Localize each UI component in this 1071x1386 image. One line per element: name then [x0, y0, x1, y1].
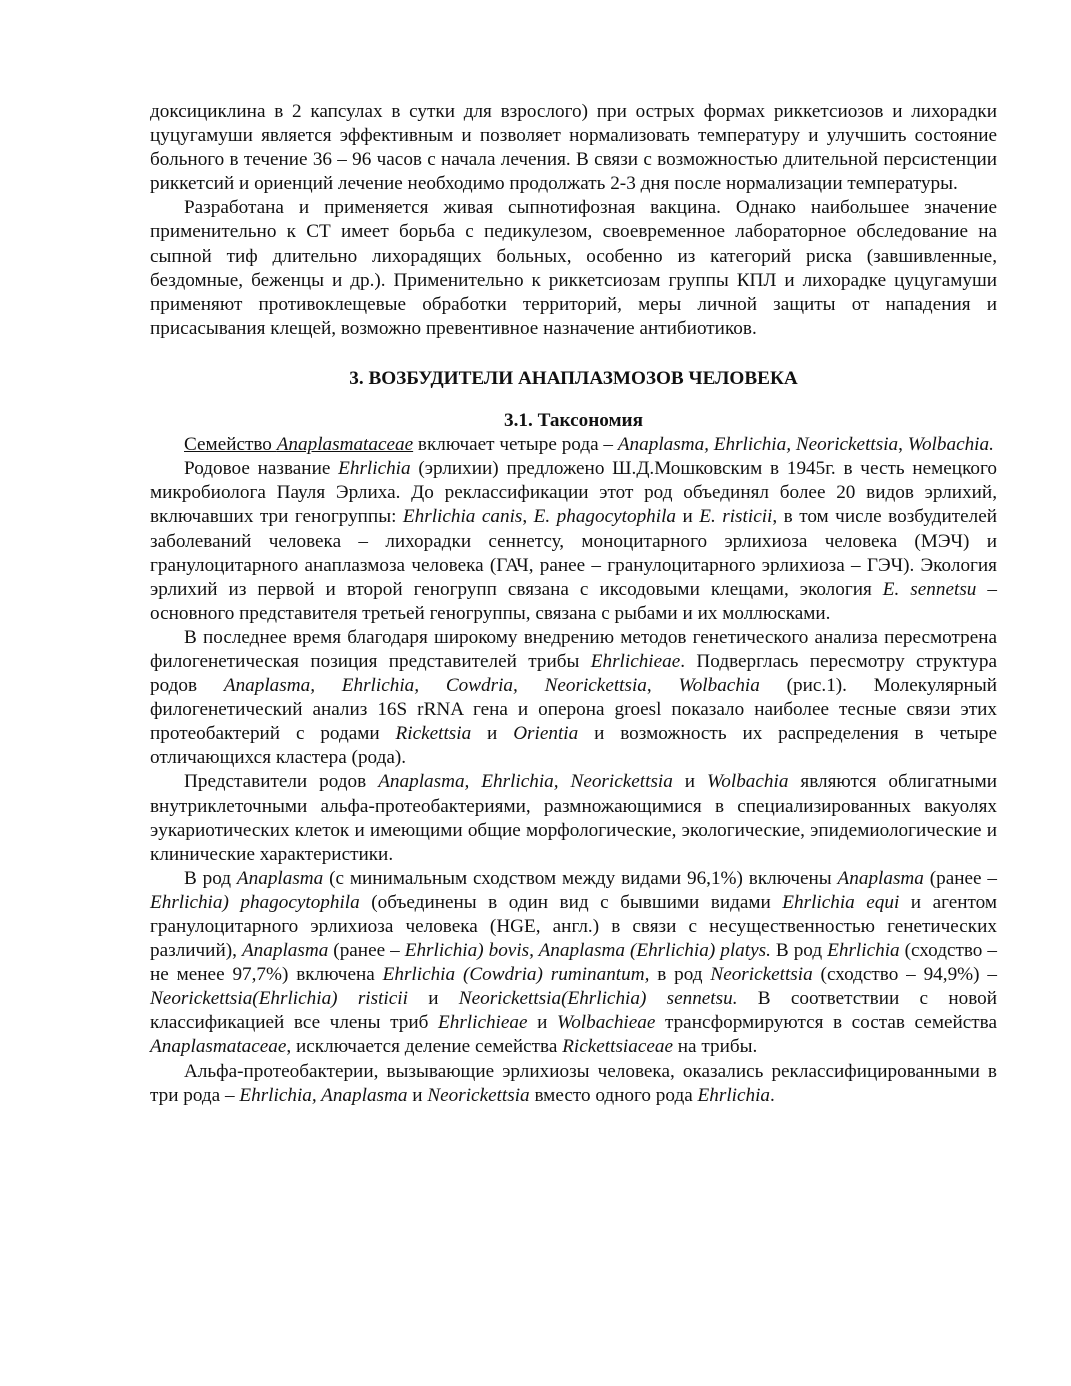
paragraph-alpha-proteobacteria: Альфа-протеобактерии, вызывающие эрлихиозы человека, оказались реклассифицированными в три рода – Ehrlichia, Anaplasma и Neorickettsia вместо одного рода Ehrlichia.: [150, 1060, 997, 1106]
paragraph-genus-name: Родовое название Ehrlichia (эрлихии) предложено Ш.Д.Мошковским в 1945г. в честь немецкого микробиолога Пауля Эрлиха. До реклассификации этот род объединял более 20 видов эрлихий, включавших три геногруппы: Ehrlichia canis, E. phagocytophila и E. risticii, в том числе возбудителей заболеваний человека – лихорадки сеннетсу, моноцитарного эрлихиоза человека (МЭЧ) и гранулоцитарного анаплазмоза человека (ГАЧ, ранее – гранулоцитарного эрлихиоза – ГЭЧ). Экология эрлихий из первой и второй геногрупп связана с иксодовыми клещами, экология E. sennetsu – основного представителя третьей геногруппы, связана с рыбами и их моллюсками.: [150, 458, 997, 624]
paragraph-representatives: Представители родов Anaplasma, Ehrlichia, Neorickettsia и Wolbachia являются облигатными внутриклеточными альфа-протеобактериями, размножающимися в специализированных вакуолях эукариотических клеток и имеющими общие морфологические, экологические, эпидемиологические и клинические характеристики.: [150, 771, 997, 865]
paragraph-anaplasma-genus: В род Anaplasma (с минимальным сходством между видами 96,1%) включены Anaplasma (ранее – Ehrlichia) phagocytophila (объединены в один вид с бывшими видами Ehrlichia equi и агентом гранулоцитарного эрлихиоза человека (HGE, англ.) в связи с несущественностью генетических различий), Anaplasma (ранее – Ehrlichia) bovis, Anaplasma (Ehrlichia) platys. В род Ehrlichia (сходство – не менее 97,7%) включена Ehrlichia (Cowdria) ruminantum, в род Neorickettsia (сходство – 94,9%) – Neorickettsia(Ehrlichia) risticii и Neorickettsia(Ehrlichia) sennetsu. В соответствии с новой классификацией все члены триб Ehrlichieae и Wolbachieae трансформируются в состав семейства Anaplasmataceae, исключается деление семейства Rickettsiaceae на трибы.: [150, 867, 997, 1058]
section-title: 3. ВОЗБУДИТЕЛИ АНАПЛАЗМОЗОВ ЧЕЛОВЕКА: [349, 367, 798, 389]
paragraph-family: Семейство Anaplasmataceae включает четыре рода – Anaplasma, Ehrlichia, Neorickettsia, Wolbachia.: [184, 434, 994, 456]
document-page: [150, 100, 997, 1108]
subsection-title: 3.1. Таксономия: [504, 410, 643, 432]
text-run: Семейство Anaplasmataceae: [184, 434, 414, 456]
paragraph-recent-revision: В последнее время благодаря широкому внедрению методов генетического анализа пересмотрена филогенетическая позиция представителей трибы Ehrlichieae. Подверглась пересмотру структура родов Anaplasma, Ehrlichia, Cowdria, Neorickettsia, Wolbachia (рис.1). Молекулярный филогенетический анализ 16S rRNA гена и оперона groesl показало наиболее тесные связи этих протеобактерий с родами Rickettsia и Orientia и возможность их распределения в четыре отличающихся кластера (рода).: [150, 626, 998, 769]
paragraph-treatment-continuation: доксициклина в 2 капсулах в сутки для взрослого) при острых формах риккетсиозов и лихорадки цуцугамуши является эффективным и позволяет нормализовать температуру и улучшить состояние больного в течение 36 – 96 часов с начала лечения. В связи с возможностью длительной персистенции риккетсий и ориенций лечение необходимо продолжать 2-3 дня после нормализации температуры.: [150, 101, 997, 195]
paragraph-vaccine-prevention: Разработана и применяется живая сыпнотифозная вакцина. Однако наибольшее значение применительно к СТ имеет борьба с педикулезом, своевременное лабораторное обследование на сыпной тиф длительно лихорадящих больных, особенно из категорий риска (завшивленные, бездомные, беженцы и др.). Применительно к риккетсиозам группы КПЛ и лихорадке цуцугамуши применяют противоклещевые обработки территорий, меры личной защиты от нападения и присасывания клещей, возможно превентивное назначение антибиотиков.: [150, 197, 997, 339]
